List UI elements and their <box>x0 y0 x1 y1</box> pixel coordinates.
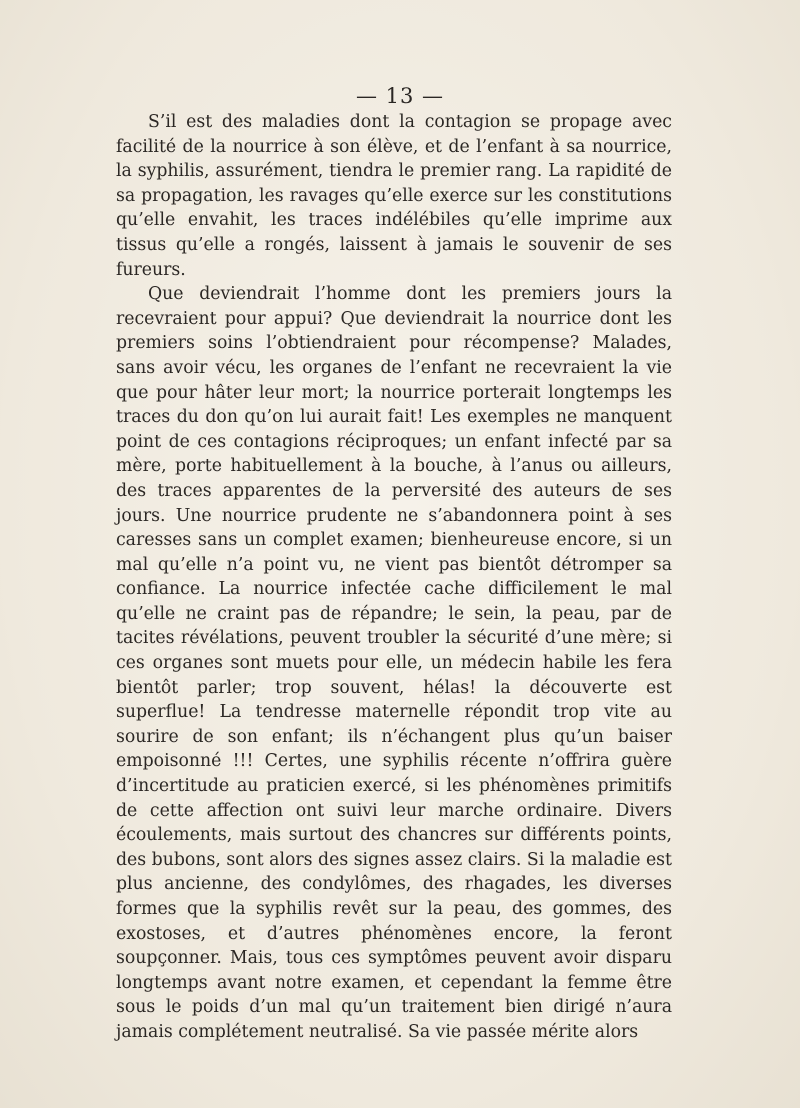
paragraph-2: Que deviendrait l’homme dont les premiers jours la recevraient pour appui? Que deviendrait la nourrice dont les premiers soins l’obtiendraient pour récompense? Malades, sans avoir vécu, les organes de l’enfant ne recevraient la vie que pour hâter leur mort; la nourrice porterait longtemps les traces du don qu’on lui aurait fait! Les exemples ne manquent point de ces contagions réciproques; un enfant infecté par sa mère, porte habituellement à la bouche, à l’anus ou ailleurs, des traces apparentes de la perversité des auteurs de ses jours. Une nourrice prudente ne s’abandonnera point à ses caresses sans un complet examen; bienheureuse encore, si un mal qu’elle n’a point vu, ne vient pas bientôt détromper sa confiance. La nourrice infectée cache difficilement le mal qu’elle ne craint pas de répandre; le sein, la peau, par de tacites révélations, peuvent troubler la sécurité d’une mère; si ces organes sont muets pour elle, un médecin habile les fera bientôt parler; trop souvent, hélas! la découverte est superflue! La tendresse maternelle répondit trop vite au sourire de son enfant; ils n’échangent plus qu’un baiser empoisonné !!! Certes, une syphilis récente n’offrira guère d’incertitude au praticien exercé, si les phénomènes primitifs de cette affection ont suivi leur marche ordinaire. Divers écoulements, mais surtout des chancres sur différents points, des bubons, sont alors des signes assez clairs. Si la maladie est plus ancienne, des condylômes, des rhagades, les diverses formes que la syphilis revêt sur la peau, des gommes, des exostoses, et d’autres phénomènes encore, la feront soupçonner. Mais, tous ces symptômes peuvent avoir disparu longtemps avant notre examen, et cependant la femme être sous le poids d’un mal qu’un traitement bien dirigé n’aura jamais complétement neutralisé. Sa vie passée mérite alors <box>116 284 672 1042</box>
body-text <box>116 110 672 1045</box>
page-number: — 13 — <box>355 84 445 108</box>
paragraph-1: S’il est des maladies dont la contagion se propage avec facilité de la nourrice à son élève, et de l’enfant à sa nourrice, la syphilis, assurément, tiendra le premier rang. La rapidité de sa propagation, les ravages qu’elle exerce sur les constitutions qu’elle envahit, les traces indélébiles qu’elle imprime aux tissus qu’elle a rongés, laissent à jamais le souvenir de ses fureurs. <box>116 112 672 280</box>
